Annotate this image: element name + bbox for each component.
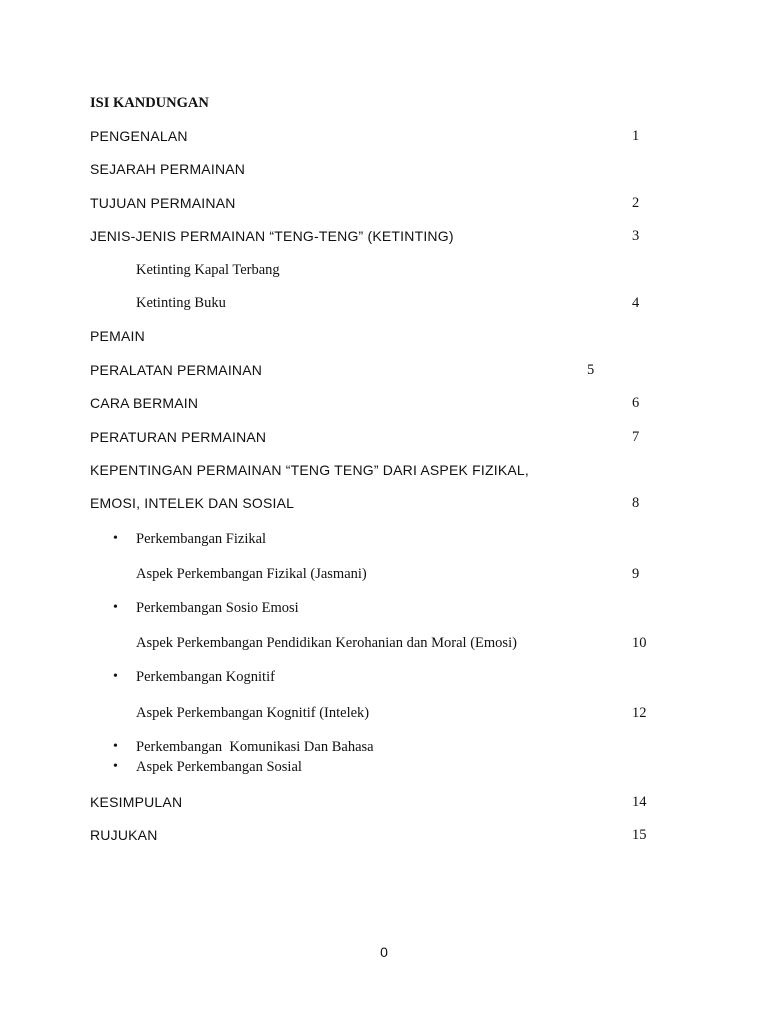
toc-page-number: 8: [632, 495, 640, 511]
toc-page-number: 4: [632, 295, 640, 311]
footer-page-number: 0: [380, 944, 388, 960]
toc-subentry-aspek-kognitif: Aspek Perkembangan Kognitif (Intelek): [136, 705, 370, 721]
toc-page-number: 7: [632, 429, 640, 445]
toc-page-number: 3: [632, 228, 640, 244]
toc-page-number: 9: [632, 566, 640, 582]
toc-page-number: 12: [632, 705, 647, 721]
toc-bullet-perkembangan-kognitif: Perkembangan Kognitif: [136, 669, 275, 685]
toc-bullet-perkembangan-sosio-emosi: Perkembangan Sosio Emosi: [136, 600, 299, 616]
toc-entry-peraturan-permainan: PERATURAN PERMAINAN: [90, 429, 267, 445]
toc-page-number: 5: [587, 362, 595, 378]
toc-page-number: 10: [632, 635, 647, 651]
toc-bullet-perkembangan-fizikal: Perkembangan Fizikal: [136, 531, 267, 547]
bullet-marker: •: [113, 531, 118, 546]
toc-title: ISI KANDUNGAN: [90, 95, 209, 111]
toc-subentry-aspek-kerohanian-moral: Aspek Perkembangan Pendidikan Kerohanian dan Moral (Emosi): [136, 635, 517, 651]
toc-subentry-aspek-fizikal: Aspek Perkembangan Fizikal (Jasmani): [136, 566, 367, 582]
bullet-marker: •: [113, 759, 118, 774]
toc-entry-pemain: PEMAIN: [90, 328, 145, 344]
toc-entry-emosi-intelek-sosial: EMOSI, INTELEK DAN SOSIAL: [90, 495, 295, 511]
toc-page-number: 1: [632, 128, 640, 144]
toc-entry-cara-bermain: CARA BERMAIN: [90, 395, 199, 411]
toc-page-number: 14: [632, 794, 647, 810]
toc-bullet-aspek-sosial: Aspek Perkembangan Sosial: [136, 759, 302, 775]
toc-entry-pengenalan: PENGENALAN: [90, 128, 188, 144]
toc-bullet-perkembangan-komunikasi: Perkembangan Komunikasi Dan Bahasa: [136, 739, 374, 755]
toc-page-number: 15: [632, 827, 647, 843]
toc-page-number: 6: [632, 395, 640, 411]
bullet-marker: •: [113, 669, 118, 684]
toc-subentry-ketinting-kapal-terbang: Ketinting Kapal Terbang: [136, 262, 280, 278]
toc-entry-sejarah-permainan: SEJARAH PERMAINAN: [90, 161, 246, 177]
toc-subentry-ketinting-buku: Ketinting Buku: [136, 295, 226, 311]
bullet-marker: •: [113, 739, 118, 754]
toc-page-number: 2: [632, 195, 640, 211]
toc-entry-kesimpulan: KESIMPULAN: [90, 794, 183, 810]
toc-entry-kepentingan-permainan: KEPENTINGAN PERMAINAN “TENG TENG” DARI ASPEK FIZIKAL,: [90, 462, 529, 478]
toc-entry-rujukan: RUJUKAN: [90, 827, 158, 843]
toc-entry-jenis-jenis-permainan: JENIS-JENIS PERMAINAN “TENG-TENG” (KETINTING): [90, 228, 454, 244]
toc-entry-tujuan-permainan: TUJUAN PERMAINAN: [90, 195, 236, 211]
toc-entry-peralatan-permainan: PERALATAN PERMAINAN: [90, 362, 263, 378]
bullet-marker: •: [113, 600, 118, 615]
